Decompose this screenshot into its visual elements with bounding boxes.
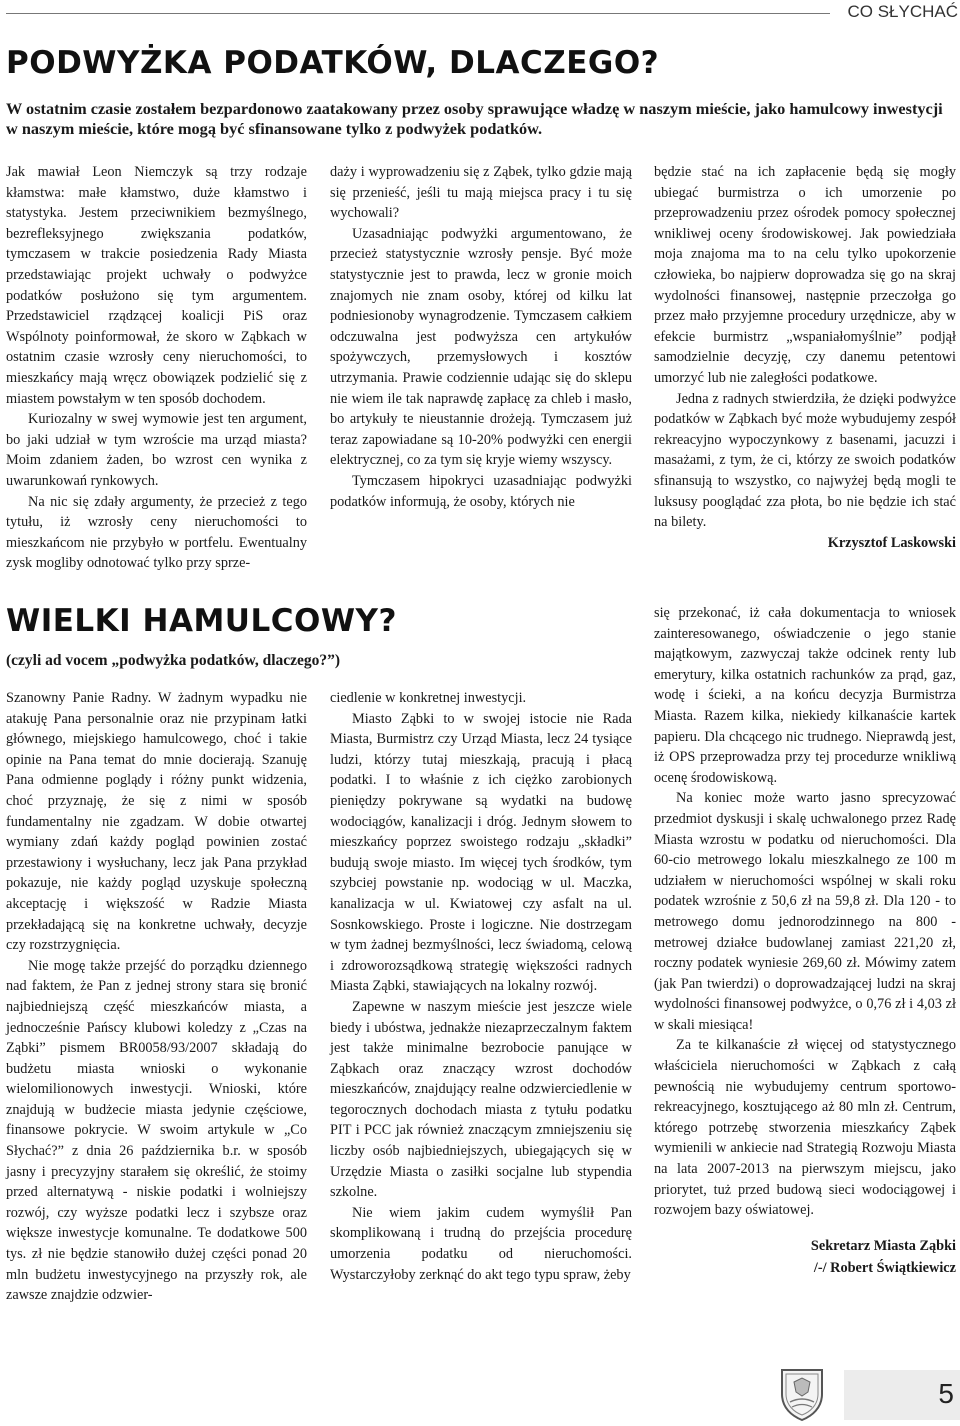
paragraph: Na nic się zdały argumenty, że przecież z tego tytułu, iż wzrosły ceny nieruchomości to mieszkańcom nie przybyło w portfelu. Ewentualny zysk mogliby odnotować tylko przy sprze- bbox=[6, 493, 307, 572]
article1-column-3 bbox=[654, 162, 956, 553]
article1-author: Krzysztof Laskowski bbox=[827, 534, 956, 551]
paragraph: Jedna z radnych stwierdziła, że dzięki podwyżce podatków w Ząbkach być może wybudujemy zespół rekreacyjno wypoczynkowy z basenami, jacuzzi i masażami, z tym, że ci, którzy ze swoich podatków sfinansują to wszystko, co najwyżej będą mogli te luksusy pooglądać zza płota, bo nie będzie ich stać na bilety. bbox=[654, 390, 956, 531]
article2-column-3 bbox=[654, 603, 956, 1279]
paragraph: Tymczasem hipokryci uzasadniając podwyżki podatków informują, że osoby, których nie bbox=[330, 472, 632, 510]
paragraph: Jak mawiał Leon Niemczyk są trzy rodzaje kłamstwa: małe kłamstwo, duże kłamstwo i statystyka. Jestem przeciwnikiem bezmyślnego, bezrefleksyjnego zwiększania podatków, tymczasem w trakcie posiedzenia Rady Miasta przedstawiając projekt uchwały o podwyżce podatków posłużono się tym argumentem. Przedstawiciel rządzącej koalicji PiS oraz Wspólnoty poinformował, że skoro w Ząbkach w ostatnim czasie wzrosły ceny nieruchomości, to mieszkańcy mają wręcz obowiązek podzielić się z miastem powstałym w ten sposób dochodem. bbox=[6, 164, 307, 407]
article1-column-1 bbox=[6, 162, 307, 574]
signature bbox=[654, 1235, 956, 1279]
paragraph: Zapewne w naszym mieście jest jeszcze wiele biedy i ubóstwa, jednakże niezaprzeczalnym faktem jest także minimalne bezrobocie panujące w Ząbkach oraz znaczący wzrost dochodów mieszkańców, znajdujący realne odzwierciedlenie w tegorocznych dochodach miasta z tytułu podatku PIT i PCC jak również znaczącym zmniejszeniu się liczby osób najbiedniejszych, ubiegających się w Urzędzie Miasta o zasiłki socjalne lub stypendia szkolne. bbox=[330, 998, 632, 1201]
paragraph: Szanowny Panie Radny. W żadnym wypadku nie atakuję Pana personalnie oraz nie przypinam łatki głównego, miejskiego hamulcowego, choć i takie opinie na Pana temat do mnie docierają. Szanuję Pana odmienne poglądy i różny punkt widzenia, choć przyznaję, że się z nimi w sposób fundamentalny nie zgadzam. W dobie otwartej wymiany zdań każdy pogląd powinien zostać przestawiony i wysłuchany, lecz jak Pana przykład pokazuje, nie każdy pogląd uzyskuje społeczną akceptację i większość w Radzie Miasta przekładającą się na konkretne uchwały, decyzje czy rozstrzygnięcia. bbox=[6, 690, 307, 954]
section-label: CO SŁYCHAĆ bbox=[847, 2, 958, 21]
paragraph: Miasto Ząbki to w swojej istocie nie Rada Miasta, Burmistrz czy Urząd Miasta, lecz 24 tysiące ludzi, którzy tutaj mieszkają, pracują i płacą podatki. I to właśnie z ich ciężko zarobionych pieniędzy pokrywane są wydatki na budowę wodociągów, kanalizacji i dróg. Jednym słowem to mieszkańcy poprzez swoistego rodzaju „składki” budują swoje miasto. Im więcej tych środków, tym szybciej powstanie np. wodociąg w ul. Maczka, kanalizacja w ul. Kwiatowej czy asfalt na ul. Sosnkowskiego. Proste i logiczne. Nie dostrzegam w tym żadnej bezmyślności, lecz świadomą, celową i zdroworozsądkową strategię większości radnych Miasta Ząbki, stawiających na lokalny rozwój. bbox=[330, 710, 632, 995]
paragraph: Nie wiem jakim cudem wymyślił Pan skomplikowaną i trudną do przejścia procedurę umorzenia podatku od nieruchomości. Wystarczyłoby zerknąć do akt tego typu spraw, żeby bbox=[330, 1204, 632, 1283]
paragraph: ciedlenie w konkretnej inwestycji. bbox=[330, 690, 527, 706]
article2-column-1 bbox=[6, 688, 307, 1306]
page-number: 5 bbox=[938, 1378, 954, 1409]
article2-subhead: (czyli ad vocem „podwyżka podatków, dlaczego?”) bbox=[6, 652, 341, 669]
article1-lead: W ostatnim czasie zostałem bezpardonowo zaatakowany przez osoby sprawujące władzę w naszym mieście, jako hamulcowy inwestycji w naszym mieście, które mogą być sfinansowane tylko z podwyżek podatków. bbox=[6, 99, 943, 138]
paragraph: się przekonać, iż cała dokumentacja to wniosek zainteresowanego, oświadczenie o jego stanie majątkowym, zazwyczaj także odcinek renty lub emerytury, kilka ostatnich rachunków za prąd, gaz, wodę i ścieki, a na końcu decyzja Burmistrza Miasta. Razem kilka, niekiedy kilkanaście kartek papieru. Dla chcącego nic trudnego. Nieprawdą jest, iż OPS przeprowadza przy tej procedurze wnikliwą ocenę środowiskową. bbox=[654, 605, 956, 786]
paragraph: daży i wyprowadzeniu się z Ząbek, tylko gdzie mają się przenieść, jeśli tu mają miejsca pracy i tu się wychowali? bbox=[330, 164, 632, 222]
article1-headline: PODWYŻKA PODATKÓW, DLACZEGO? bbox=[6, 45, 660, 81]
paragraph: Kuriozalny w swej wymowie jest ten argument, bo jaki udział w tym wzroście ma urząd miasta? Moim zdaniem żaden, bo wzrost cen wynika z uwarunkowań rynkowych. bbox=[6, 411, 307, 489]
signature-title: Sekretarz Miasta Ząbki bbox=[810, 1237, 956, 1254]
paragraph: Za te kilkanaście zł więcej od statystycznego właściciela nieruchomości w Ząbkach z całą pewnością nie wybudujemy centrum sportowo-rekreacyjnego, kosztującego aż 80 mln zł. Centrum, którego potrzebę stworzenia mieszkańcy Ząbek wymienili w ankiecie nad Strategią Rozwoju Miasta na lata 2007-2013 na pierwszym miejscu, jako priorytet, tuż przed budową sieci wodociągowej i rozwojem bazy oświatowej. bbox=[654, 1037, 956, 1219]
article2-headline: WIELKI HAMULCOWY? bbox=[6, 603, 397, 639]
article1-column-2 bbox=[330, 162, 632, 512]
paragraph: Nie mogę także przejść do porządku dziennego nad faktem, że Pan z jednej strony stara się bronić najbiedniejszą część mieszkańców miasta, a jednocześnie Pańscy klubowi koledzy z „Czas na Ząbki” pismem BR0058/93/2007 składają do budżetu miasta wnioski o wykonanie wielomilionowych inwestycji. Wnioski, które znajdują w budżecie miasta jedynie częściowe, finansowe pokrycie. W swoim artykule w „Co Słychać?” z dnia 26 października b.r. w sposób jasny i precyzyjny starałem się określić, że stoimy przed alternatywą - niskie podatki i wolniejszy rozwój, czy wyższe podatki lecz i szybsze oraz większe inwestycje komunalne. Te dodatkowe 500 tys. zł nie będzie stanowiło dużej części ponad 20 mln budżetu inwestycyjnego na przyszły rok, ale zawsze znajdzie odzwier- bbox=[6, 957, 307, 1304]
city-coat-of-arms-icon bbox=[776, 1366, 828, 1422]
paragraph: będzie stać na ich zapłacenie będą się mogły ubiegać burmistrza o ich umorzenie po przeprowadzeniu przez ośrodek pomocy społecznej wnikliwej oceny środowiskowej. Jak powiedziała moja znajoma ma to na celu tylko upokorzenie człowieka, bo najpierw doprowadza się go na skraj wydolności finansowej, następnie przeczołga go przez mało przyjemne procedury urzędnicze, aby w efekcie burmistrz „wspaniałomyślnie” podjął samodzielnie decyzję, czy danemu petentowi umorzyć lub nie zaległości podatkowe. bbox=[654, 164, 956, 386]
signature-name: /-/ Robert Świątkiewicz bbox=[813, 1259, 956, 1276]
header-rule bbox=[6, 13, 830, 14]
article2-column-2 bbox=[330, 688, 632, 1285]
paragraph: Uzasadniając podwyżki argumentowano, że przecież statystycznie wzrosły pensje. Być może statystycznie jest to prawda, lecz w gronie moich znajomych nie znam osoby, której od kilku lat podniesionoby wynagrodzenie. Tymczasem całkiem odczuwalna jest podwyższa cen artykułów spożywczych, przemysłowych i kosztów utrzymania. Prawie codziennie udając się do sklepu nie wiem ile tak naprawdę zapłacę za chleb i masło, bo artykuły te nieustannie drożeją. Tymczasem już teraz zapowiadane są 10-20% podwyżki cen energii elektrycznej, co za tym się kryje wiemy wszyscy. bbox=[330, 225, 632, 469]
paragraph: Na koniec może warto jasno sprecyzować przedmiot dyskusji i skalę uchwalonego przez Radę Miasta wzrostu w podatku od nieruchomości. Dla 60-cio metrowego lokalu mieszkalnego ze 100 m udziałem w nieruchomości wspólnej w skali roku podatek wzrośnie z 50,6 zł na 59,8 zł. Dla 120 - to metrowego domu jednorodzinnego na 800 - metrowej działce budowlanej zamiast 221,20 zł, roczny podatek wyniesie 269,60 zł. Mówimy zatem (jak Pan twierdzi) o doprowadzającej ludzi na skraj wydolności finansowej podwyżce, o 0,76 zł i 4,03 zł w skali miesiąca! bbox=[654, 790, 956, 1033]
